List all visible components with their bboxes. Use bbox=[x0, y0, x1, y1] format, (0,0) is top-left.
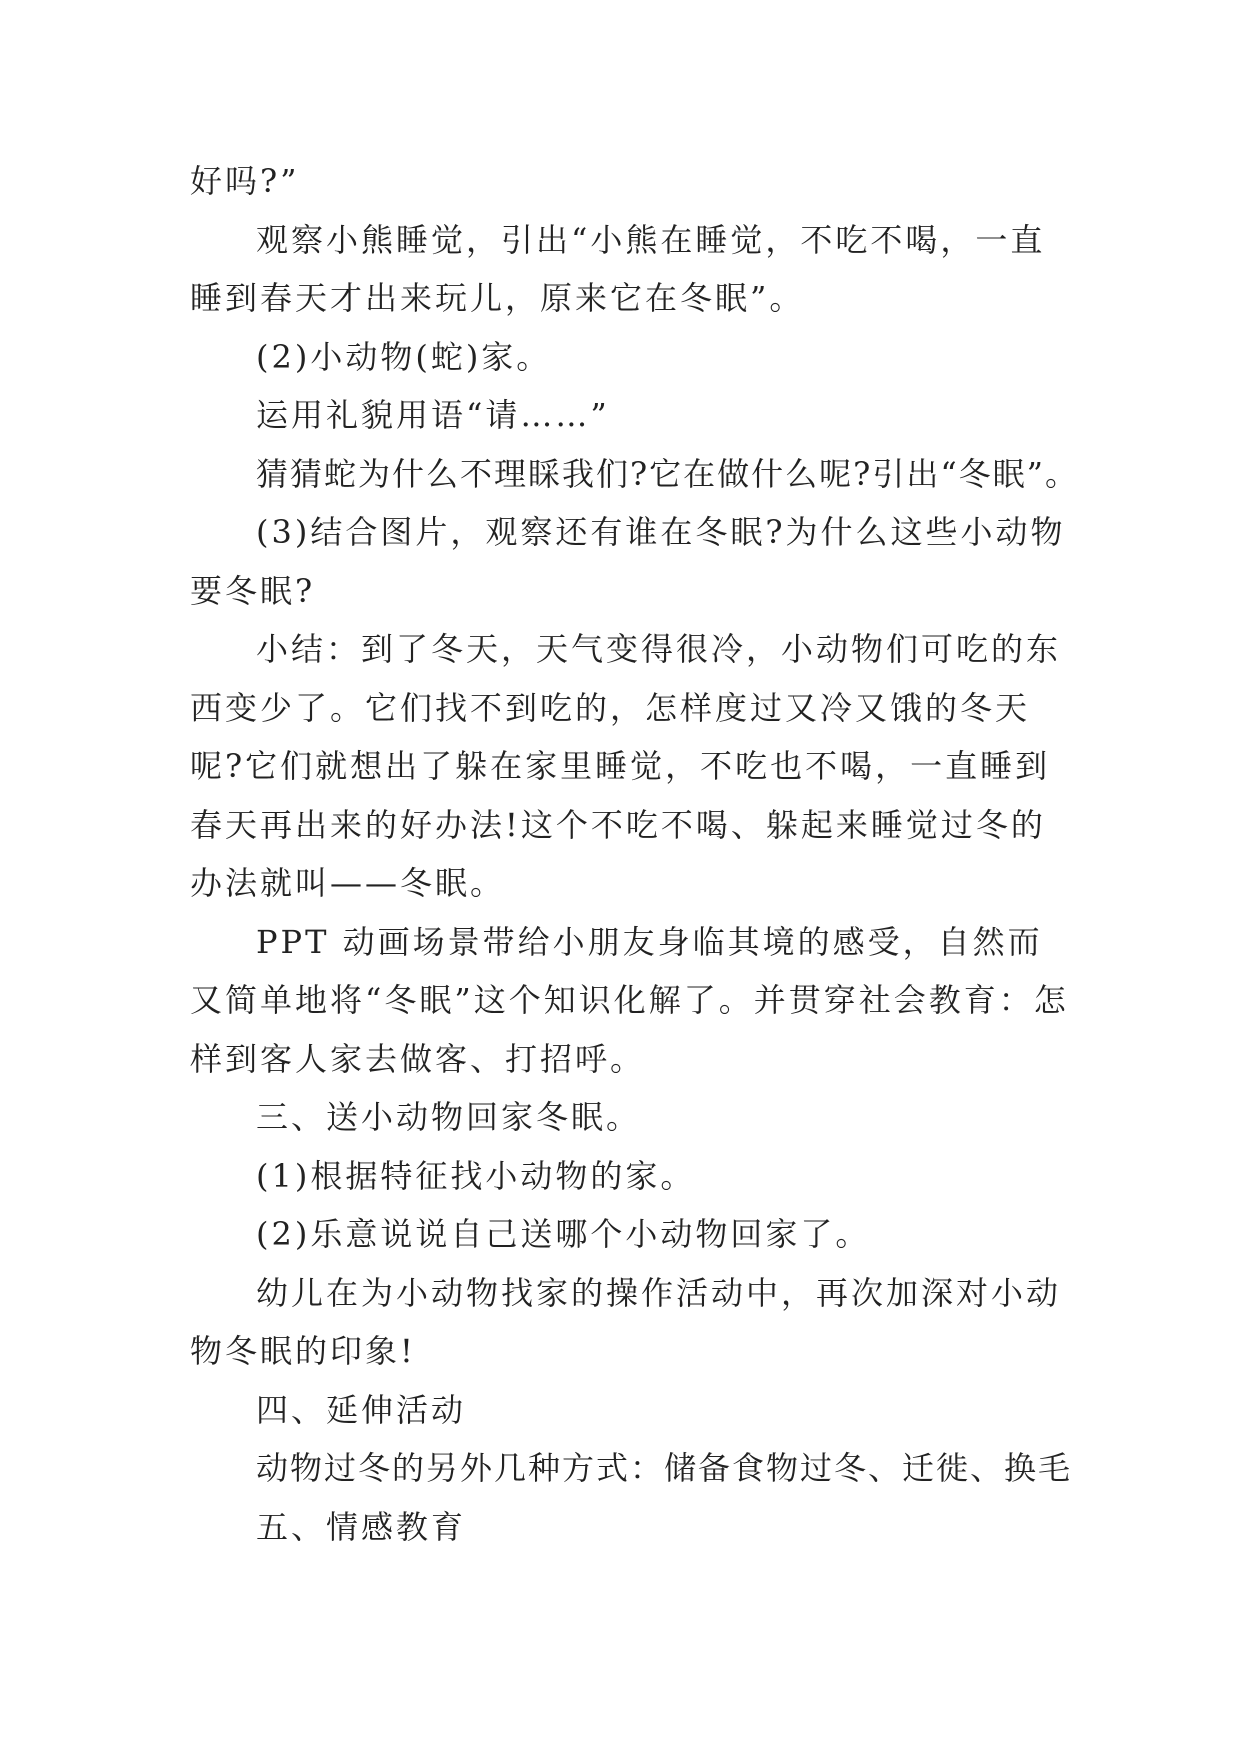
paragraph: 猜猜蛇为什么不理睬我们?它在做什么呢?引出“冬眠”。 bbox=[256, 454, 1080, 493]
paragraph: 小结：到了冬天，天气变得很冷，小动物们可吃的东西变少了。它们找不到吃的，怎样度过又冷又饿的冬天呢?它们就想出了躲在家里睡觉，不吃也不喝，一直睡到春天再出来的好办法!这个不吃不喝、躲起来睡觉过冬的办法就叫——冬眠。 bbox=[190, 630, 1062, 902]
section-heading: 三、送小动物回家冬眠。 bbox=[256, 1098, 642, 1136]
paragraph: 好吗?” bbox=[190, 162, 300, 200]
paragraph: (1)根据特征找小动物的家。 bbox=[256, 1156, 696, 1195]
paragraph: 观察小熊睡觉，引出“小熊在睡觉，不吃不喝，一直睡到春天才出来玩儿，原来它在冬眠”。 bbox=[190, 220, 1046, 317]
body-text bbox=[190, 152, 1080, 1556]
paragraph: 幼儿在为小动物找家的操作活动中，再次加深对小动物冬眠的印象! bbox=[190, 1273, 1062, 1370]
section-heading: 四、延伸活动 bbox=[256, 1390, 467, 1429]
paragraph: (3)结合图片，观察还有谁在冬眠?为什么这些小动物要冬眠? bbox=[190, 513, 1066, 610]
paragraph: (2)乐意说说自己送哪个小动物回家了。 bbox=[256, 1215, 871, 1253]
paragraph: (2)小动物(蛇)家。 bbox=[256, 337, 552, 376]
paragraph: 运用礼貌用语“请……” bbox=[256, 396, 610, 434]
paragraph: 动物过冬的另外几种方式：储备食物过冬、迁徙、换毛 bbox=[256, 1449, 1073, 1487]
paragraph: PPT 动画场景带给小朋友身临其境的感受，自然而又简单地将“冬眠”这个知识化解了。并贯穿社会教育：怎样到客人家去做客、打招呼。 bbox=[190, 922, 1069, 1078]
section-heading: 五、情感教育 bbox=[256, 1507, 467, 1546]
